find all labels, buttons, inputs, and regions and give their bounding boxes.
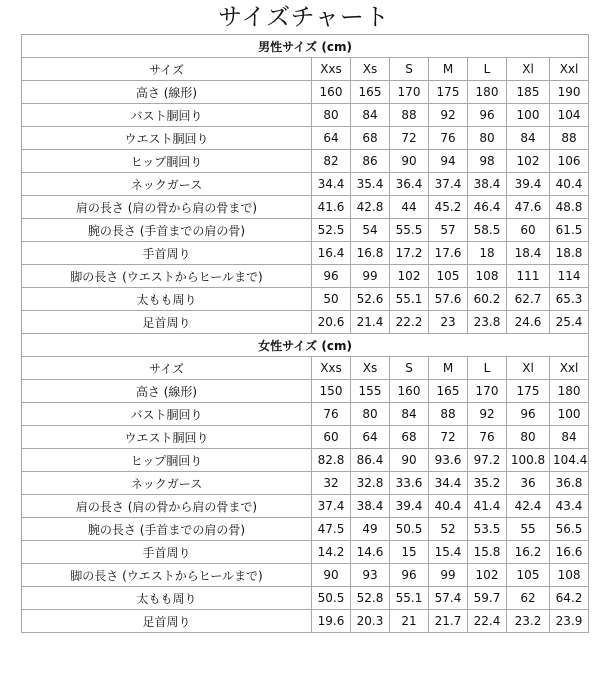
measurement-value: 100 (550, 403, 589, 426)
measurement-value: 17.2 (390, 242, 429, 265)
measurement-value: 170 (390, 81, 429, 104)
measurement-label: 腕の長さ (手首までの肩の骨) (22, 219, 312, 242)
measurement-value: 84 (550, 426, 589, 449)
measurement-label: 高さ (線形) (22, 81, 312, 104)
measurement-row (22, 495, 589, 518)
measurement-value: 86 (351, 150, 390, 173)
measurement-value: 25.4 (550, 311, 589, 334)
measurement-value: 34.4 (312, 173, 351, 196)
measurement-value: 88 (429, 403, 468, 426)
measurement-value: 90 (390, 449, 429, 472)
measurement-value: 17.6 (429, 242, 468, 265)
measurement-value: 58.5 (468, 219, 507, 242)
measurement-value: 105 (429, 265, 468, 288)
measurement-value: 88 (390, 104, 429, 127)
size-header-label: サイズ (22, 357, 312, 380)
measurement-value: 36.4 (390, 173, 429, 196)
measurement-value: 36.8 (550, 472, 589, 495)
measurement-value: 68 (351, 127, 390, 150)
measurement-value: 102 (507, 150, 550, 173)
measurement-value: 102 (468, 564, 507, 587)
measurement-label: 脚の長さ (ウエストからヒールまで) (22, 564, 312, 587)
measurement-value: 61.5 (550, 219, 589, 242)
measurement-value: 60 (312, 426, 351, 449)
measurement-value: 20.3 (351, 610, 390, 633)
measurement-value: 84 (351, 104, 390, 127)
measurement-value: 105 (507, 564, 550, 587)
measurement-value: 57.6 (429, 288, 468, 311)
measurement-label: 太もも周り (22, 288, 312, 311)
measurement-value: 80 (507, 426, 550, 449)
size-header-row (22, 58, 589, 81)
measurement-row (22, 380, 589, 403)
measurement-value: 80 (468, 127, 507, 150)
measurement-value: 21 (390, 610, 429, 633)
measurement-value: 102 (390, 265, 429, 288)
measurement-label: 腕の長さ (手首までの肩の骨) (22, 518, 312, 541)
measurement-value: 165 (429, 380, 468, 403)
measurement-row (22, 403, 589, 426)
measurement-value: 23.9 (550, 610, 589, 633)
measurement-value: 150 (312, 380, 351, 403)
measurement-row (22, 518, 589, 541)
measurement-value: 60.2 (468, 288, 507, 311)
measurement-value: 55.5 (390, 219, 429, 242)
measurement-value: 16.8 (351, 242, 390, 265)
measurement-value: 94 (429, 150, 468, 173)
measurement-value: 57.4 (429, 587, 468, 610)
measurement-label: 肩の長さ (肩の骨から肩の骨まで) (22, 196, 312, 219)
size-header-cell: Xxl (550, 357, 589, 380)
measurement-value: 54 (351, 219, 390, 242)
measurement-value: 108 (468, 265, 507, 288)
measurement-label: 脚の長さ (ウエストからヒールまで) (22, 265, 312, 288)
measurement-value: 104 (550, 104, 589, 127)
measurement-value: 92 (468, 403, 507, 426)
measurement-value: 84 (507, 127, 550, 150)
measurement-value: 42.8 (351, 196, 390, 219)
size-chart-table (21, 34, 589, 633)
measurement-value: 82.8 (312, 449, 351, 472)
measurement-row (22, 472, 589, 495)
measurement-label: 高さ (線形) (22, 380, 312, 403)
measurement-value: 39.4 (390, 495, 429, 518)
measurement-value: 43.4 (550, 495, 589, 518)
measurement-value: 41.6 (312, 196, 351, 219)
size-header-cell: Xxs (312, 58, 351, 81)
size-header-cell: Xxs (312, 357, 351, 380)
measurement-value: 160 (390, 380, 429, 403)
measurement-value: 64.2 (550, 587, 589, 610)
measurement-value: 45.2 (429, 196, 468, 219)
measurement-value: 39.4 (507, 173, 550, 196)
measurement-value: 62 (507, 587, 550, 610)
measurement-value: 82 (312, 150, 351, 173)
size-header-label: サイズ (22, 58, 312, 81)
measurement-label: 太もも周り (22, 587, 312, 610)
measurement-row (22, 288, 589, 311)
measurement-value: 16.4 (312, 242, 351, 265)
measurement-value: 48.8 (550, 196, 589, 219)
measurement-value: 33.6 (390, 472, 429, 495)
measurement-value: 100 (507, 104, 550, 127)
measurement-value: 52.8 (351, 587, 390, 610)
size-header-cell: Xxl (550, 58, 589, 81)
size-header-cell: Xs (351, 357, 390, 380)
measurement-label: ウエスト胴回り (22, 426, 312, 449)
measurement-value: 38.4 (468, 173, 507, 196)
measurement-value: 20.6 (312, 311, 351, 334)
section-heading: 男性サイズ (cm) (22, 35, 589, 58)
size-header-cell: Xl (507, 58, 550, 81)
measurement-value: 160 (312, 81, 351, 104)
measurement-value: 57 (429, 219, 468, 242)
measurement-row (22, 587, 589, 610)
measurement-label: ヒップ胴回り (22, 150, 312, 173)
measurement-value: 18 (468, 242, 507, 265)
size-header-row (22, 357, 589, 380)
measurement-value: 99 (429, 564, 468, 587)
measurement-label: ウエスト胴回り (22, 127, 312, 150)
measurement-value: 165 (351, 81, 390, 104)
measurement-value: 44 (390, 196, 429, 219)
measurement-value: 86.4 (351, 449, 390, 472)
measurement-value: 80 (312, 104, 351, 127)
measurement-row (22, 265, 589, 288)
measurement-label: バスト胴回り (22, 104, 312, 127)
measurement-value: 18.4 (507, 242, 550, 265)
size-header-cell: Xl (507, 357, 550, 380)
measurement-value: 84 (390, 403, 429, 426)
measurement-value: 53.5 (468, 518, 507, 541)
measurement-value: 90 (312, 564, 351, 587)
measurement-value: 19.6 (312, 610, 351, 633)
measurement-value: 37.4 (312, 495, 351, 518)
measurement-value: 50.5 (390, 518, 429, 541)
measurement-value: 90 (390, 150, 429, 173)
measurement-value: 55.1 (390, 288, 429, 311)
size-header-cell: Xs (351, 58, 390, 81)
measurement-value: 59.7 (468, 587, 507, 610)
measurement-value: 36 (507, 472, 550, 495)
measurement-value: 98 (468, 150, 507, 173)
measurement-value: 170 (468, 380, 507, 403)
measurement-label: ヒップ胴回り (22, 449, 312, 472)
size-header-cell: S (390, 357, 429, 380)
measurement-label: ネックガース (22, 472, 312, 495)
measurement-value: 76 (312, 403, 351, 426)
measurement-value: 108 (550, 564, 589, 587)
measurement-value: 23 (429, 311, 468, 334)
measurement-value: 38.4 (351, 495, 390, 518)
measurement-value: 76 (468, 426, 507, 449)
measurement-value: 21.4 (351, 311, 390, 334)
measurement-value: 93.6 (429, 449, 468, 472)
measurement-value: 68 (390, 426, 429, 449)
measurement-row (22, 541, 589, 564)
measurement-row (22, 81, 589, 104)
measurement-value: 65.3 (550, 288, 589, 311)
measurement-label: 手首周り (22, 242, 312, 265)
measurement-value: 185 (507, 81, 550, 104)
measurement-label: 足首周り (22, 311, 312, 334)
measurement-row (22, 173, 589, 196)
measurement-value: 22.2 (390, 311, 429, 334)
measurement-value: 22.4 (468, 610, 507, 633)
size-header-cell: L (468, 58, 507, 81)
measurement-row (22, 564, 589, 587)
measurement-row (22, 150, 589, 173)
measurement-value: 175 (507, 380, 550, 403)
measurement-value: 93 (351, 564, 390, 587)
measurement-value: 52.6 (351, 288, 390, 311)
measurement-value: 72 (390, 127, 429, 150)
measurement-value: 72 (429, 426, 468, 449)
measurement-row (22, 242, 589, 265)
measurement-row (22, 219, 589, 242)
section-heading-row (22, 35, 589, 58)
measurement-value: 15 (390, 541, 429, 564)
measurement-row (22, 449, 589, 472)
measurement-value: 32.8 (351, 472, 390, 495)
measurement-value: 24.6 (507, 311, 550, 334)
measurement-label: ネックガース (22, 173, 312, 196)
measurement-value: 52 (429, 518, 468, 541)
measurement-label: 肩の長さ (肩の骨から肩の骨まで) (22, 495, 312, 518)
measurement-value: 37.4 (429, 173, 468, 196)
measurement-value: 155 (351, 380, 390, 403)
measurement-value: 41.4 (468, 495, 507, 518)
measurement-value: 40.4 (429, 495, 468, 518)
measurement-row (22, 610, 589, 633)
measurement-value: 49 (351, 518, 390, 541)
measurement-value: 16.2 (507, 541, 550, 564)
size-chart-body (22, 35, 589, 633)
measurement-value: 42.4 (507, 495, 550, 518)
measurement-value: 92 (429, 104, 468, 127)
measurement-value: 32 (312, 472, 351, 495)
measurement-value: 50.5 (312, 587, 351, 610)
size-header-cell: S (390, 58, 429, 81)
page-title: サイズチャート (218, 3, 390, 31)
section-heading-row (22, 334, 589, 357)
measurement-value: 14.2 (312, 541, 351, 564)
measurement-value: 180 (550, 380, 589, 403)
measurement-value: 52.5 (312, 219, 351, 242)
measurement-row (22, 196, 589, 219)
measurement-value: 106 (550, 150, 589, 173)
measurement-value: 55.1 (390, 587, 429, 610)
measurement-value: 180 (468, 81, 507, 104)
measurement-value: 64 (312, 127, 351, 150)
measurement-value: 46.4 (468, 196, 507, 219)
measurement-value: 62.7 (507, 288, 550, 311)
size-header-cell: M (429, 58, 468, 81)
measurement-value: 16.6 (550, 541, 589, 564)
measurement-value: 35.2 (468, 472, 507, 495)
measurement-row (22, 311, 589, 334)
measurement-value: 100.8 (507, 449, 550, 472)
measurement-value: 111 (507, 265, 550, 288)
measurement-label: 手首周り (22, 541, 312, 564)
measurement-value: 47.6 (507, 196, 550, 219)
measurement-value: 99 (351, 265, 390, 288)
measurement-value: 76 (429, 127, 468, 150)
measurement-row (22, 426, 589, 449)
measurement-row (22, 104, 589, 127)
measurement-value: 21.7 (429, 610, 468, 633)
size-header-cell: L (468, 357, 507, 380)
measurement-value: 55 (507, 518, 550, 541)
measurement-row (22, 127, 589, 150)
measurement-value: 175 (429, 81, 468, 104)
section-heading: 女性サイズ (cm) (22, 334, 589, 357)
measurement-value: 50 (312, 288, 351, 311)
measurement-value: 34.4 (429, 472, 468, 495)
measurement-value: 23.8 (468, 311, 507, 334)
measurement-value: 47.5 (312, 518, 351, 541)
measurement-value: 190 (550, 81, 589, 104)
measurement-value: 14.6 (351, 541, 390, 564)
measurement-value: 96 (390, 564, 429, 587)
measurement-value: 97.2 (468, 449, 507, 472)
measurement-value: 56.5 (550, 518, 589, 541)
measurement-label: バスト胴回り (22, 403, 312, 426)
measurement-value: 88 (550, 127, 589, 150)
measurement-value: 64 (351, 426, 390, 449)
size-header-cell: M (429, 357, 468, 380)
measurement-value: 15.4 (429, 541, 468, 564)
measurement-value: 15.8 (468, 541, 507, 564)
measurement-value: 104.4 (550, 449, 589, 472)
measurement-value: 40.4 (550, 173, 589, 196)
measurement-value: 96 (507, 403, 550, 426)
measurement-value: 60 (507, 219, 550, 242)
measurement-value: 23.2 (507, 610, 550, 633)
measurement-label: 足首周り (22, 610, 312, 633)
measurement-value: 18.8 (550, 242, 589, 265)
measurement-value: 96 (312, 265, 351, 288)
measurement-value: 35.4 (351, 173, 390, 196)
measurement-value: 114 (550, 265, 589, 288)
measurement-value: 80 (351, 403, 390, 426)
measurement-value: 96 (468, 104, 507, 127)
